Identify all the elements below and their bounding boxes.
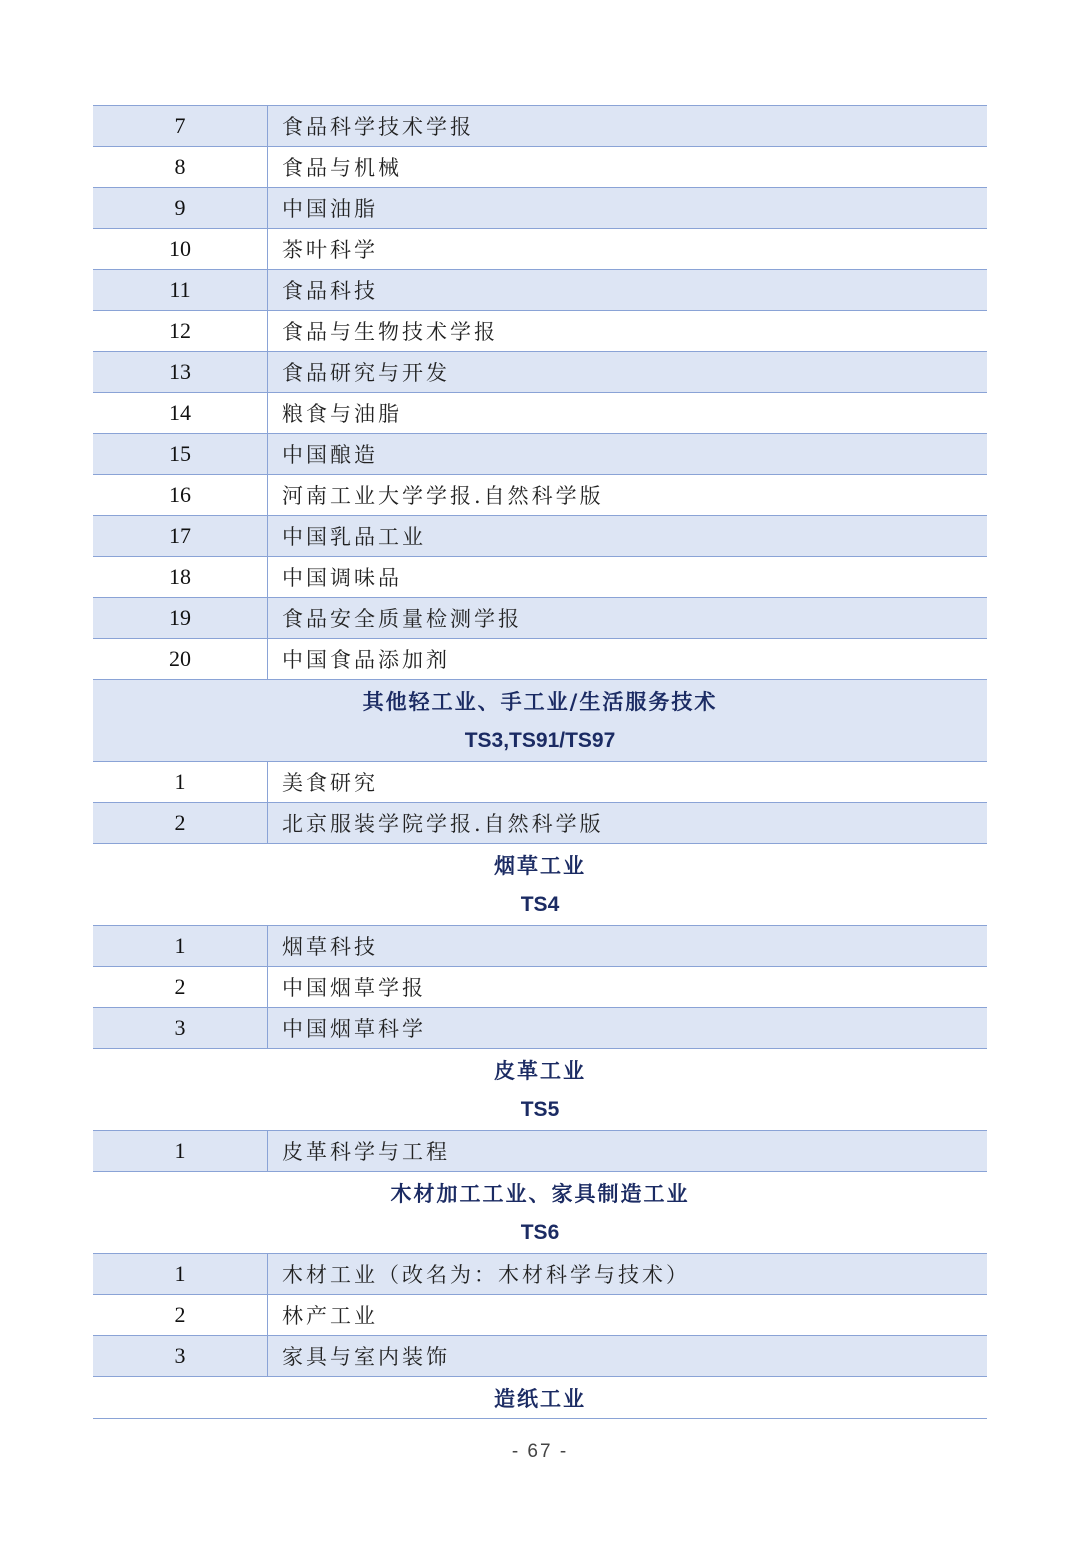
journal-name: 粮食与油脂 <box>282 402 402 426</box>
table-row <box>93 639 987 680</box>
category-code: TS5 <box>520 1098 560 1121</box>
journal-name: 中国烟草学报 <box>282 976 426 1000</box>
row-number: 2 <box>93 967 268 1007</box>
journal-name: 北京服装学院学报.自然科学版 <box>282 812 604 836</box>
category-header <box>93 1172 987 1254</box>
journal-name: 中国调味品 <box>282 566 402 590</box>
category-code: TS4 <box>520 893 560 916</box>
row-number: 8 <box>93 147 268 187</box>
table-row <box>93 1336 987 1377</box>
journal-name: 食品科学技术学报 <box>282 115 474 139</box>
row-number: 7 <box>93 106 268 146</box>
table-row <box>93 1008 987 1049</box>
category-title: 烟草工业 <box>494 853 586 878</box>
row-number: 20 <box>93 639 268 679</box>
journal-name: 食品与生物技术学报 <box>282 320 498 344</box>
table-row <box>93 229 987 270</box>
row-number: 2 <box>93 803 268 843</box>
category-code: TS6 <box>520 1221 560 1244</box>
journal-name: 美食研究 <box>282 771 378 795</box>
table-row <box>93 516 987 557</box>
row-number: 14 <box>93 393 268 433</box>
journal-name: 茶叶科学 <box>282 238 378 262</box>
page-number: - 67 - <box>511 1441 569 1462</box>
table-row <box>93 803 987 844</box>
table-row <box>93 352 987 393</box>
table-row <box>93 762 987 803</box>
row-number: 16 <box>93 475 268 515</box>
table-row <box>93 147 987 188</box>
table-row <box>93 188 987 229</box>
row-number: 9 <box>93 188 268 228</box>
table-row <box>93 967 987 1008</box>
journal-name: 中国烟草科学 <box>282 1017 426 1041</box>
row-number: 3 <box>93 1008 268 1048</box>
journal-name: 河南工业大学学报.自然科学版 <box>282 484 604 508</box>
category-code: TS3,TS91/TS97 <box>464 729 616 752</box>
category-header <box>93 844 987 926</box>
row-number: 17 <box>93 516 268 556</box>
row-number: 10 <box>93 229 268 269</box>
row-number: 1 <box>93 1254 268 1294</box>
journal-name: 食品科技 <box>282 279 378 303</box>
row-number: 1 <box>93 926 268 966</box>
journal-name: 中国乳品工业 <box>282 525 426 549</box>
row-number: 2 <box>93 1295 268 1335</box>
row-number: 13 <box>93 352 268 392</box>
journal-name: 食品研究与开发 <box>282 361 450 385</box>
row-number: 11 <box>93 270 268 310</box>
category-header <box>93 1377 987 1419</box>
table-row <box>93 1131 987 1172</box>
journal-name: 林产工业 <box>282 1304 378 1328</box>
table-row <box>93 106 987 147</box>
table-row <box>93 557 987 598</box>
journal-name: 中国油脂 <box>282 197 378 221</box>
journal-name: 皮革科学与工程 <box>282 1140 450 1164</box>
row-number: 1 <box>93 1131 268 1171</box>
journal-name: 中国酿造 <box>282 443 378 467</box>
category-header <box>93 680 987 762</box>
journal-name: 食品与机械 <box>282 156 402 180</box>
table-row <box>93 598 987 639</box>
category-title: 木材加工工业、家具制造工业 <box>390 1181 690 1206</box>
table-row <box>93 1295 987 1336</box>
category-title: 其他轻工业、手工业/生活服务技术 <box>362 689 718 714</box>
journal-name: 烟草科技 <box>282 935 378 959</box>
row-number: 1 <box>93 762 268 802</box>
table-row <box>93 270 987 311</box>
row-number: 12 <box>93 311 268 351</box>
table-row <box>93 475 987 516</box>
category-title: 皮革工业 <box>494 1058 586 1083</box>
table-row <box>93 434 987 475</box>
category-title: 造纸工业 <box>494 1386 586 1411</box>
journal-name: 家具与室内装饰 <box>282 1345 450 1369</box>
row-number: 19 <box>93 598 268 638</box>
journal-name: 食品安全质量检测学报 <box>282 607 522 631</box>
row-number: 3 <box>93 1336 268 1376</box>
table-row <box>93 1254 987 1295</box>
journal-name: 木材工业（改名为：木材科学与技术） <box>282 1263 690 1287</box>
table-row <box>93 393 987 434</box>
table-row <box>93 926 987 967</box>
journal-name: 中国食品添加剂 <box>282 648 450 672</box>
journal-table <box>93 105 987 1419</box>
row-number: 15 <box>93 434 268 474</box>
row-number: 18 <box>93 557 268 597</box>
table-row <box>93 311 987 352</box>
category-header <box>93 1049 987 1131</box>
